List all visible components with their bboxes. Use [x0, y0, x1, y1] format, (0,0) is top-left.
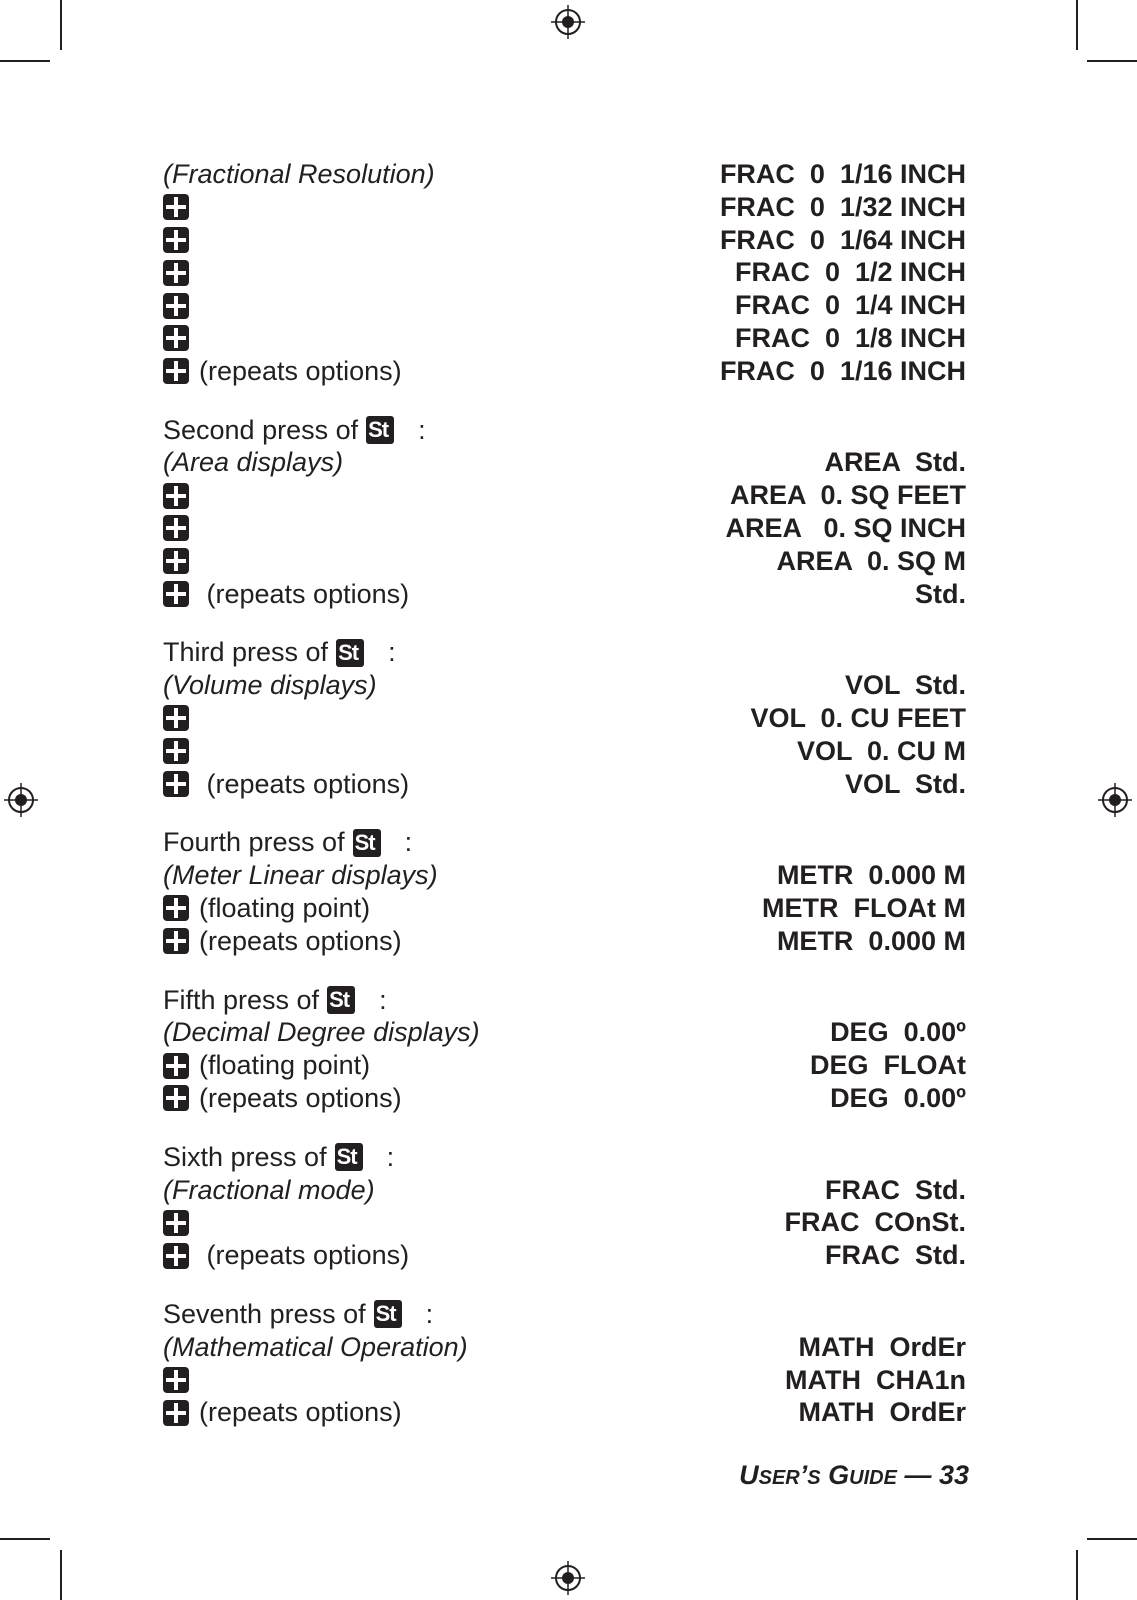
row-label-cell — [163, 925, 402, 958]
footer-text: UIDE — [849, 1467, 897, 1489]
heading-text: Sixth press of — [163, 1141, 327, 1172]
section-gap — [163, 1272, 966, 1298]
table-row — [163, 702, 966, 735]
section-gap — [163, 1115, 966, 1141]
settings-table — [163, 158, 966, 1429]
display-readout: DEG 0.00º — [830, 1017, 966, 1048]
display-readout: METR 0.000 M — [776, 925, 966, 956]
section-heading — [163, 636, 966, 669]
plus-key-icon — [163, 325, 189, 351]
display-readout: FRAC 0 1/2 INCH — [734, 257, 966, 288]
row-label-cell — [163, 158, 435, 191]
store-key-icon: St — [335, 1143, 363, 1171]
row-label-cell — [163, 1396, 402, 1429]
section-heading — [163, 984, 966, 1017]
table-row — [163, 1239, 966, 1272]
display-readout: FRAC 0 1/16 INCH — [719, 159, 966, 189]
heading-text: Third press of — [163, 637, 329, 668]
table-row — [163, 892, 966, 925]
plus-key-icon — [163, 895, 189, 921]
footer-text: — — [896, 1460, 939, 1490]
heading-cell — [163, 414, 426, 447]
display-readout: DEG 0.00º — [830, 1082, 966, 1113]
registration-mark-icon — [4, 783, 38, 817]
crop-mark — [1087, 1538, 1137, 1540]
crop-mark — [0, 60, 50, 62]
plus-key-icon — [163, 1210, 189, 1236]
row-label: (repeats options) — [199, 1397, 402, 1428]
table-row — [163, 1016, 966, 1049]
table-row — [163, 322, 966, 355]
display-readout: AREA 0. SQ INCH — [725, 512, 966, 543]
display-readout: FRAC COnSt. — [784, 1207, 966, 1238]
heading-colon: : — [404, 827, 413, 858]
section-heading — [163, 1141, 966, 1174]
plus-key-icon — [163, 1243, 189, 1269]
registration-mark-icon — [551, 5, 585, 39]
plus-key-icon — [163, 771, 189, 797]
row-label: (Mathematical Operation) — [163, 1331, 468, 1362]
table-row — [163, 1331, 966, 1364]
row-label-cell — [163, 735, 199, 768]
display-readout: VOL 0. CU FEET — [750, 702, 966, 733]
row-label-cell — [163, 256, 199, 289]
display-readout: DEG FLOAt — [810, 1050, 966, 1081]
table-row — [163, 578, 966, 611]
table-row — [163, 1082, 966, 1115]
plus-key-icon — [163, 194, 189, 220]
heading-cell — [163, 1141, 394, 1174]
row-label: (repeats options) — [199, 578, 410, 609]
footer-text: S — [807, 1467, 821, 1489]
row-label: (repeats options) — [199, 355, 402, 386]
row-label: (Decimal Degree displays) — [163, 1017, 480, 1048]
table-row — [163, 479, 966, 512]
store-key-icon: St — [374, 1300, 402, 1328]
row-label-cell — [163, 1364, 199, 1397]
display-readout: FRAC Std. — [825, 1174, 966, 1205]
footer-text: G — [828, 1460, 850, 1490]
row-label: (Fractional mode) — [163, 1174, 375, 1205]
row-label-cell — [163, 1206, 199, 1239]
heading-colon: : — [425, 1298, 434, 1329]
row-label: (Volume displays) — [163, 670, 377, 701]
plus-key-icon — [163, 1053, 189, 1079]
plus-key-icon — [163, 1400, 189, 1426]
plus-key-icon — [163, 483, 189, 509]
row-label-cell — [163, 1239, 409, 1272]
table-row — [163, 256, 966, 289]
plus-key-icon — [163, 705, 189, 731]
footer-text: SER — [758, 1467, 800, 1489]
display-readout: VOL 0. CU M — [796, 735, 966, 766]
section-gap — [163, 800, 966, 826]
heading-colon: : — [379, 984, 387, 1015]
row-label: (Meter Linear displays) — [163, 860, 438, 891]
table-row — [163, 669, 966, 702]
registration-mark-icon — [1098, 783, 1132, 817]
display-readout: MATH CHA1n — [785, 1364, 966, 1395]
display-readout: VOL Std. — [844, 768, 966, 799]
heading-text: Seventh press of — [163, 1298, 366, 1329]
plus-key-icon — [163, 515, 189, 541]
section-gap — [163, 610, 966, 636]
heading-text: Fourth press of — [163, 827, 345, 858]
display-readout: AREA 0. SQ M — [776, 545, 966, 576]
table-row — [163, 1206, 966, 1239]
row-label: (floating point) — [199, 892, 371, 923]
row-label: (repeats options) — [199, 1240, 410, 1271]
store-key-icon: St — [336, 639, 364, 667]
display-readout: VOL Std. — [844, 670, 966, 701]
row-label-cell — [163, 446, 343, 479]
row-label: (repeats options) — [199, 768, 410, 799]
table-row — [163, 1396, 966, 1429]
display-readout: AREA 0. SQ FEET — [729, 480, 966, 511]
row-label: (Fractional Resolution) — [163, 159, 435, 189]
table-row — [163, 1364, 966, 1397]
row-label-cell — [163, 1016, 480, 1049]
page-footer — [739, 1460, 969, 1491]
row-label-cell — [163, 224, 199, 257]
display-readout: FRAC 0 1/16 INCH — [719, 355, 966, 386]
row-label-cell — [163, 892, 370, 925]
section-gap — [163, 388, 966, 414]
row-label-cell — [163, 512, 199, 545]
heading-colon: : — [418, 414, 426, 445]
heading-colon: : — [388, 637, 396, 668]
section-gap — [163, 958, 966, 984]
plus-key-icon — [163, 1085, 189, 1111]
crop-mark — [0, 1538, 50, 1540]
display-readout: MATH OrdEr — [798, 1397, 966, 1428]
row-label-cell — [163, 479, 199, 512]
crop-mark — [1076, 0, 1078, 50]
heading-text: Fifth press of — [163, 984, 320, 1015]
row-label-cell — [163, 1331, 468, 1364]
plus-key-icon — [163, 293, 189, 319]
display-readout: METR FLOAt M — [762, 892, 966, 923]
display-readout: Std. — [915, 578, 966, 609]
store-key-icon: St — [366, 416, 394, 444]
row-label-cell — [163, 289, 199, 322]
display-readout: FRAC 0 1/64 INCH — [719, 224, 966, 255]
row-label-cell — [163, 322, 199, 355]
table-row — [163, 1049, 966, 1082]
heading-cell — [163, 636, 396, 669]
table-row — [163, 191, 966, 224]
row-label-cell — [163, 355, 402, 388]
row-label-cell — [163, 191, 199, 224]
heading-colon: : — [386, 1141, 395, 1172]
row-label-cell — [163, 578, 409, 611]
footer-text: ’ — [799, 1460, 808, 1490]
plus-key-icon — [163, 260, 189, 286]
display-readout: FRAC 0 1/4 INCH — [734, 290, 966, 321]
plus-key-icon — [163, 358, 189, 384]
row-label: (Area displays) — [163, 447, 344, 478]
section-heading — [163, 826, 966, 859]
row-label-cell — [163, 545, 199, 578]
display-readout: FRAC 0 1/32 INCH — [719, 191, 966, 222]
crop-mark — [1087, 60, 1137, 62]
table-row — [163, 1174, 966, 1207]
heading-cell — [163, 826, 412, 859]
display-readout: AREA Std. — [824, 447, 966, 478]
row-label-cell — [163, 859, 438, 892]
crop-mark — [60, 0, 62, 50]
crop-mark — [1076, 1550, 1078, 1600]
row-label-cell — [163, 1049, 370, 1082]
table-row — [163, 289, 966, 322]
crop-mark — [60, 1550, 62, 1600]
heading-cell — [163, 984, 387, 1017]
heading-cell — [163, 1298, 433, 1331]
table-row — [163, 545, 966, 578]
heading-text: Second press of — [163, 414, 359, 445]
plus-key-icon — [163, 738, 189, 764]
table-row — [163, 735, 966, 768]
row-label-cell — [163, 669, 377, 702]
plus-key-icon — [163, 581, 189, 607]
row-label-cell — [163, 768, 409, 801]
page-number: 33 — [938, 1460, 969, 1490]
table-row — [163, 446, 966, 479]
table-row — [163, 224, 966, 257]
row-label-cell — [163, 1174, 375, 1207]
display-readout: MATH OrdEr — [798, 1331, 966, 1362]
section-heading — [163, 414, 966, 447]
table-row — [163, 925, 966, 958]
footer-text: U — [739, 1460, 759, 1490]
registration-mark-icon — [551, 1561, 585, 1595]
plus-key-icon — [163, 1367, 189, 1393]
table-row — [163, 768, 966, 801]
section-heading — [163, 1298, 966, 1331]
store-key-icon: St — [353, 829, 381, 857]
row-label: (repeats options) — [199, 925, 402, 956]
table-row — [163, 512, 966, 545]
table-row — [163, 355, 966, 388]
row-label-cell — [163, 702, 199, 735]
plus-key-icon — [163, 227, 189, 253]
display-readout: FRAC 0 1/8 INCH — [734, 322, 966, 353]
table-row — [163, 158, 966, 191]
store-key-icon: St — [327, 986, 355, 1014]
plus-key-icon — [163, 548, 189, 574]
row-label: (repeats options) — [199, 1082, 402, 1113]
plus-key-icon — [163, 928, 189, 954]
row-label-cell — [163, 1082, 402, 1115]
table-row — [163, 859, 966, 892]
row-label: (floating point) — [199, 1050, 371, 1081]
display-readout: FRAC Std. — [825, 1240, 966, 1271]
display-readout: METR 0.000 M — [776, 860, 966, 891]
